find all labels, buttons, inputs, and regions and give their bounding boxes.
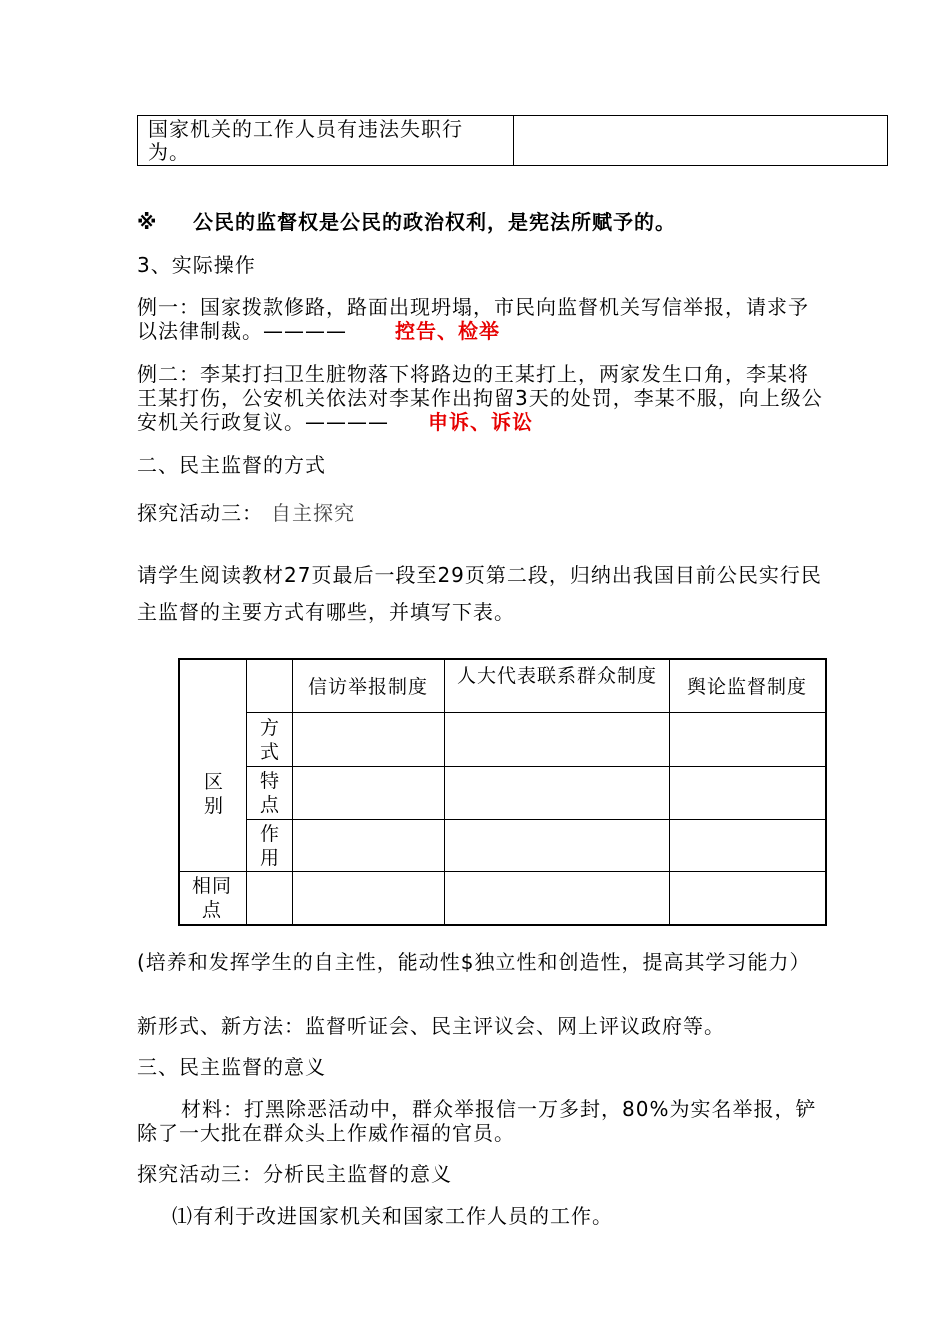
instruction-line1: 请学生阅读教材27页最后一段至29页第二段，归纳出我国目前公民实行民 bbox=[137, 563, 822, 587]
note-symbol: ※ bbox=[137, 210, 158, 234]
example2-line1: 例二：李某打扫卫生脏物落下将路边的王某打上，两家发生口角，李某将 bbox=[137, 362, 809, 386]
example1-line1: 例一：国家拨款修路，路面出现坍塌，市民向监督机关写信举报，请求予 bbox=[137, 295, 809, 319]
header-petition: 信访举报制度 bbox=[307, 676, 428, 698]
note-text: 公民的监督权是公民的政治权利，是宪法所赋予的。 bbox=[193, 210, 676, 234]
example2-line2: 王某打伤，公安机关依法对李某作出拘留3天的处罚，李某不服，向上级公 bbox=[137, 386, 823, 410]
header-public-opinion: 舆论监督制度 bbox=[686, 676, 807, 698]
section3-heading: 3、实际操作 bbox=[137, 253, 256, 277]
group-label-difference: 区别 bbox=[203, 771, 224, 817]
part3-heading: 三、民主监督的意义 bbox=[137, 1055, 326, 1079]
part3-activity: 探究活动三：分析民主监督的意义 bbox=[137, 1162, 452, 1186]
header-npc-contact: 人大代表联系群众制度 bbox=[457, 665, 658, 687]
row-label-method: 方式 bbox=[260, 717, 281, 763]
example2-line3: 安机关行政复议。———— bbox=[137, 410, 389, 434]
aim-text: (培养和发挥学生的自主性，能动性$独立性和创造性，提高其学习能力） bbox=[137, 950, 811, 974]
part2-activity-sub: 自主探究 bbox=[271, 501, 355, 525]
example1-answer: 控告、检举 bbox=[395, 319, 500, 343]
table-vline-3 bbox=[444, 660, 445, 924]
table-hline-3 bbox=[246, 819, 825, 820]
table-hline-4 bbox=[180, 871, 825, 872]
top-table-divider bbox=[513, 116, 514, 165]
table-vline-1 bbox=[246, 660, 247, 924]
table-hline-2 bbox=[246, 766, 825, 767]
row-label-function: 作用 bbox=[260, 823, 281, 869]
table-vline-2 bbox=[292, 660, 293, 924]
instruction-line2: 主监督的主要方式有哪些，并填写下表。 bbox=[137, 600, 515, 624]
comparison-table bbox=[178, 658, 827, 926]
table-vline-4 bbox=[669, 660, 670, 924]
material-line1: 材料：打黑除恶活动中，群众举报信一万多封，80%为实名举报，铲 bbox=[181, 1097, 817, 1121]
new-forms: 新形式、新方法：监督听证会、民主评议会、网上评议政府等。 bbox=[137, 1014, 725, 1038]
example2-answer: 申诉、诉讼 bbox=[428, 410, 533, 434]
part2-activity: 探究活动三： bbox=[137, 501, 263, 525]
table-hline-1 bbox=[246, 712, 825, 713]
part2-heading: 二、民主监督的方式 bbox=[137, 453, 326, 477]
top-table-left-cell: 国家机关的工作人员有违法失职行为。 bbox=[148, 117, 463, 164]
material-line2: 除了一大批在群众头上作威作福的官员。 bbox=[137, 1121, 515, 1145]
row-label-feature: 特点 bbox=[260, 770, 281, 816]
example1-line2: 以法律制裁。———— bbox=[137, 319, 347, 343]
point-1: ⑴有利于改进国家机关和国家工作人员的工作。 bbox=[172, 1204, 613, 1228]
top-table bbox=[137, 115, 888, 166]
row-label-common: 相同点 bbox=[191, 875, 232, 921]
